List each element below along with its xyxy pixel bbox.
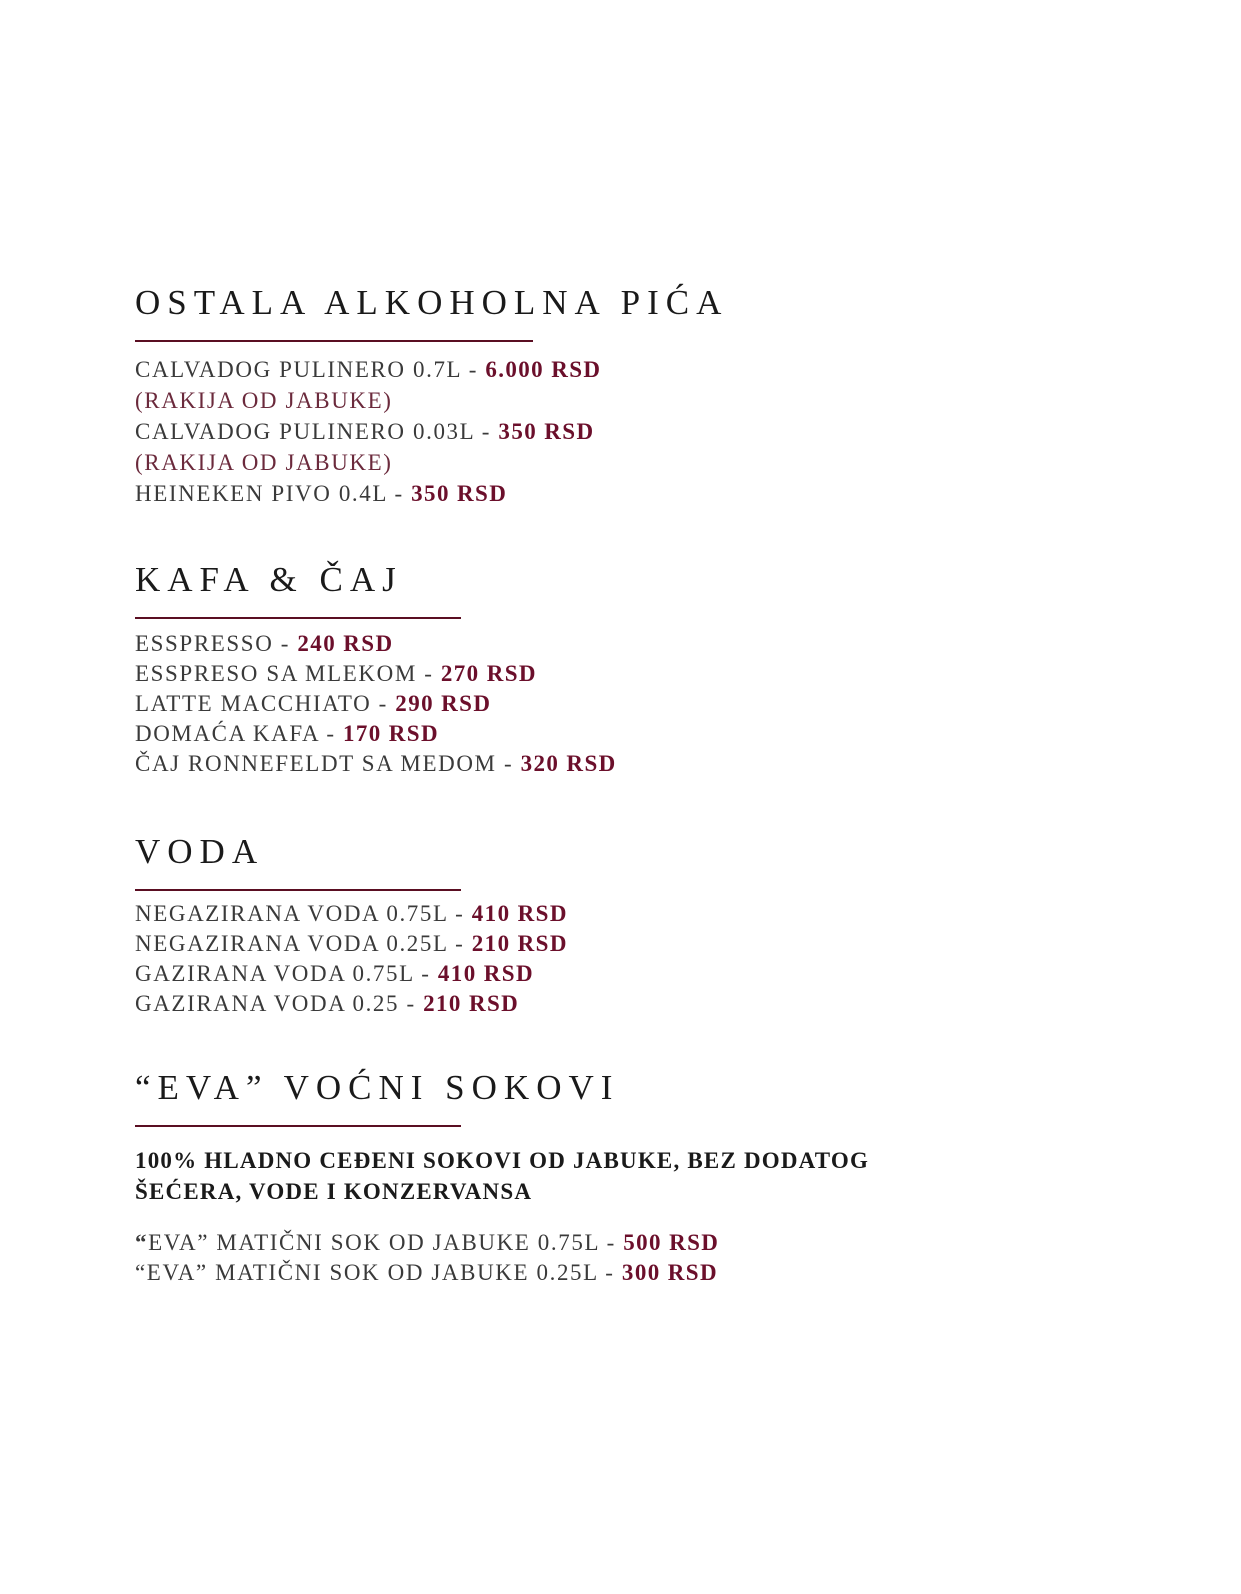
section-description	[135, 1145, 869, 1207]
item-price: 320 RSD	[520, 751, 617, 776]
menu-item: CALVADOG PULINERO 0.7L - 6.000 RSD	[135, 357, 602, 382]
section-eva-vocni-sokovi	[135, 1068, 869, 1288]
item-list	[135, 629, 617, 779]
title-divider	[135, 1125, 461, 1127]
menu-item: “EVA” MATIČNI SOK OD JABUKE 0.25L - 300 RSD	[135, 1260, 718, 1285]
item-price: 500 RSD	[623, 1230, 720, 1255]
item-price: 410 RSD	[437, 961, 534, 986]
menu-item: DOMAĆA KAFA - 170 RSD	[135, 721, 439, 746]
menu-item: CALVADOG PULINERO 0.03L - 350 RSD	[135, 419, 595, 444]
section-ostala-alkoholna-pica	[135, 283, 728, 509]
title-divider	[135, 340, 533, 342]
item-price: 350 RSD	[498, 419, 595, 444]
menu-item: GAZIRANA VODA 0.75L - 410 RSD	[135, 961, 534, 986]
title-divider	[135, 889, 461, 891]
item-price: 6.000 RSD	[485, 357, 602, 382]
menu-item: NEGAZIRANA VODA 0.25L - 210 RSD	[135, 931, 568, 956]
item-list	[135, 1228, 869, 1288]
item-price: 210 RSD	[423, 991, 520, 1016]
title-divider	[135, 617, 461, 619]
section-kafa-caj	[135, 560, 617, 779]
menu-item: “EVA” MATIČNI SOK OD JABUKE 0.75L - 500 RSD	[135, 1230, 720, 1255]
section-voda	[135, 832, 568, 1019]
item-note: (RAKIJA OD JABUKE)	[135, 450, 393, 475]
menu-item: GAZIRANA VODA 0.25 - 210 RSD	[135, 991, 520, 1016]
item-price: 300 RSD	[621, 1260, 718, 1285]
description-line: 100% HLADNO CEĐENI SOKOVI OD JABUKE, BEZ DODATOG	[135, 1148, 870, 1173]
menu-item: ČAJ RONNEFELDT SA MEDOM - 320 RSD	[135, 751, 617, 776]
item-note: (RAKIJA OD JABUKE)	[135, 388, 393, 413]
menu-item: LATTE MACCHIATO - 290 RSD	[135, 691, 492, 716]
section-title: KAFA & ČAJ	[135, 560, 403, 599]
menu-item: ESSPRESSO - 240 RSD	[135, 631, 394, 656]
description-line: ŠEĆERA, VODE I KONZERVANSA	[135, 1179, 533, 1204]
menu-item: NEGAZIRANA VODA 0.75L - 410 RSD	[135, 901, 568, 926]
item-list	[135, 899, 568, 1019]
item-price: 240 RSD	[297, 631, 394, 656]
section-title: VODA	[135, 832, 265, 871]
section-title: “EVA” VOĆNI SOKOVI	[135, 1068, 620, 1107]
item-price: 170 RSD	[342, 721, 439, 746]
item-price: 270 RSD	[440, 661, 537, 686]
item-price: 410 RSD	[471, 901, 568, 926]
menu-item: ESSPRESO SA MLEKOM - 270 RSD	[135, 661, 537, 686]
item-price: 210 RSD	[471, 931, 568, 956]
item-list	[135, 354, 728, 509]
section-title: OSTALA ALKOHOLNA PIĆA	[135, 283, 729, 322]
menu-item: HEINEKEN PIVO 0.4L - 350 RSD	[135, 481, 508, 506]
item-price: 290 RSD	[395, 691, 492, 716]
item-price: 350 RSD	[411, 481, 508, 506]
